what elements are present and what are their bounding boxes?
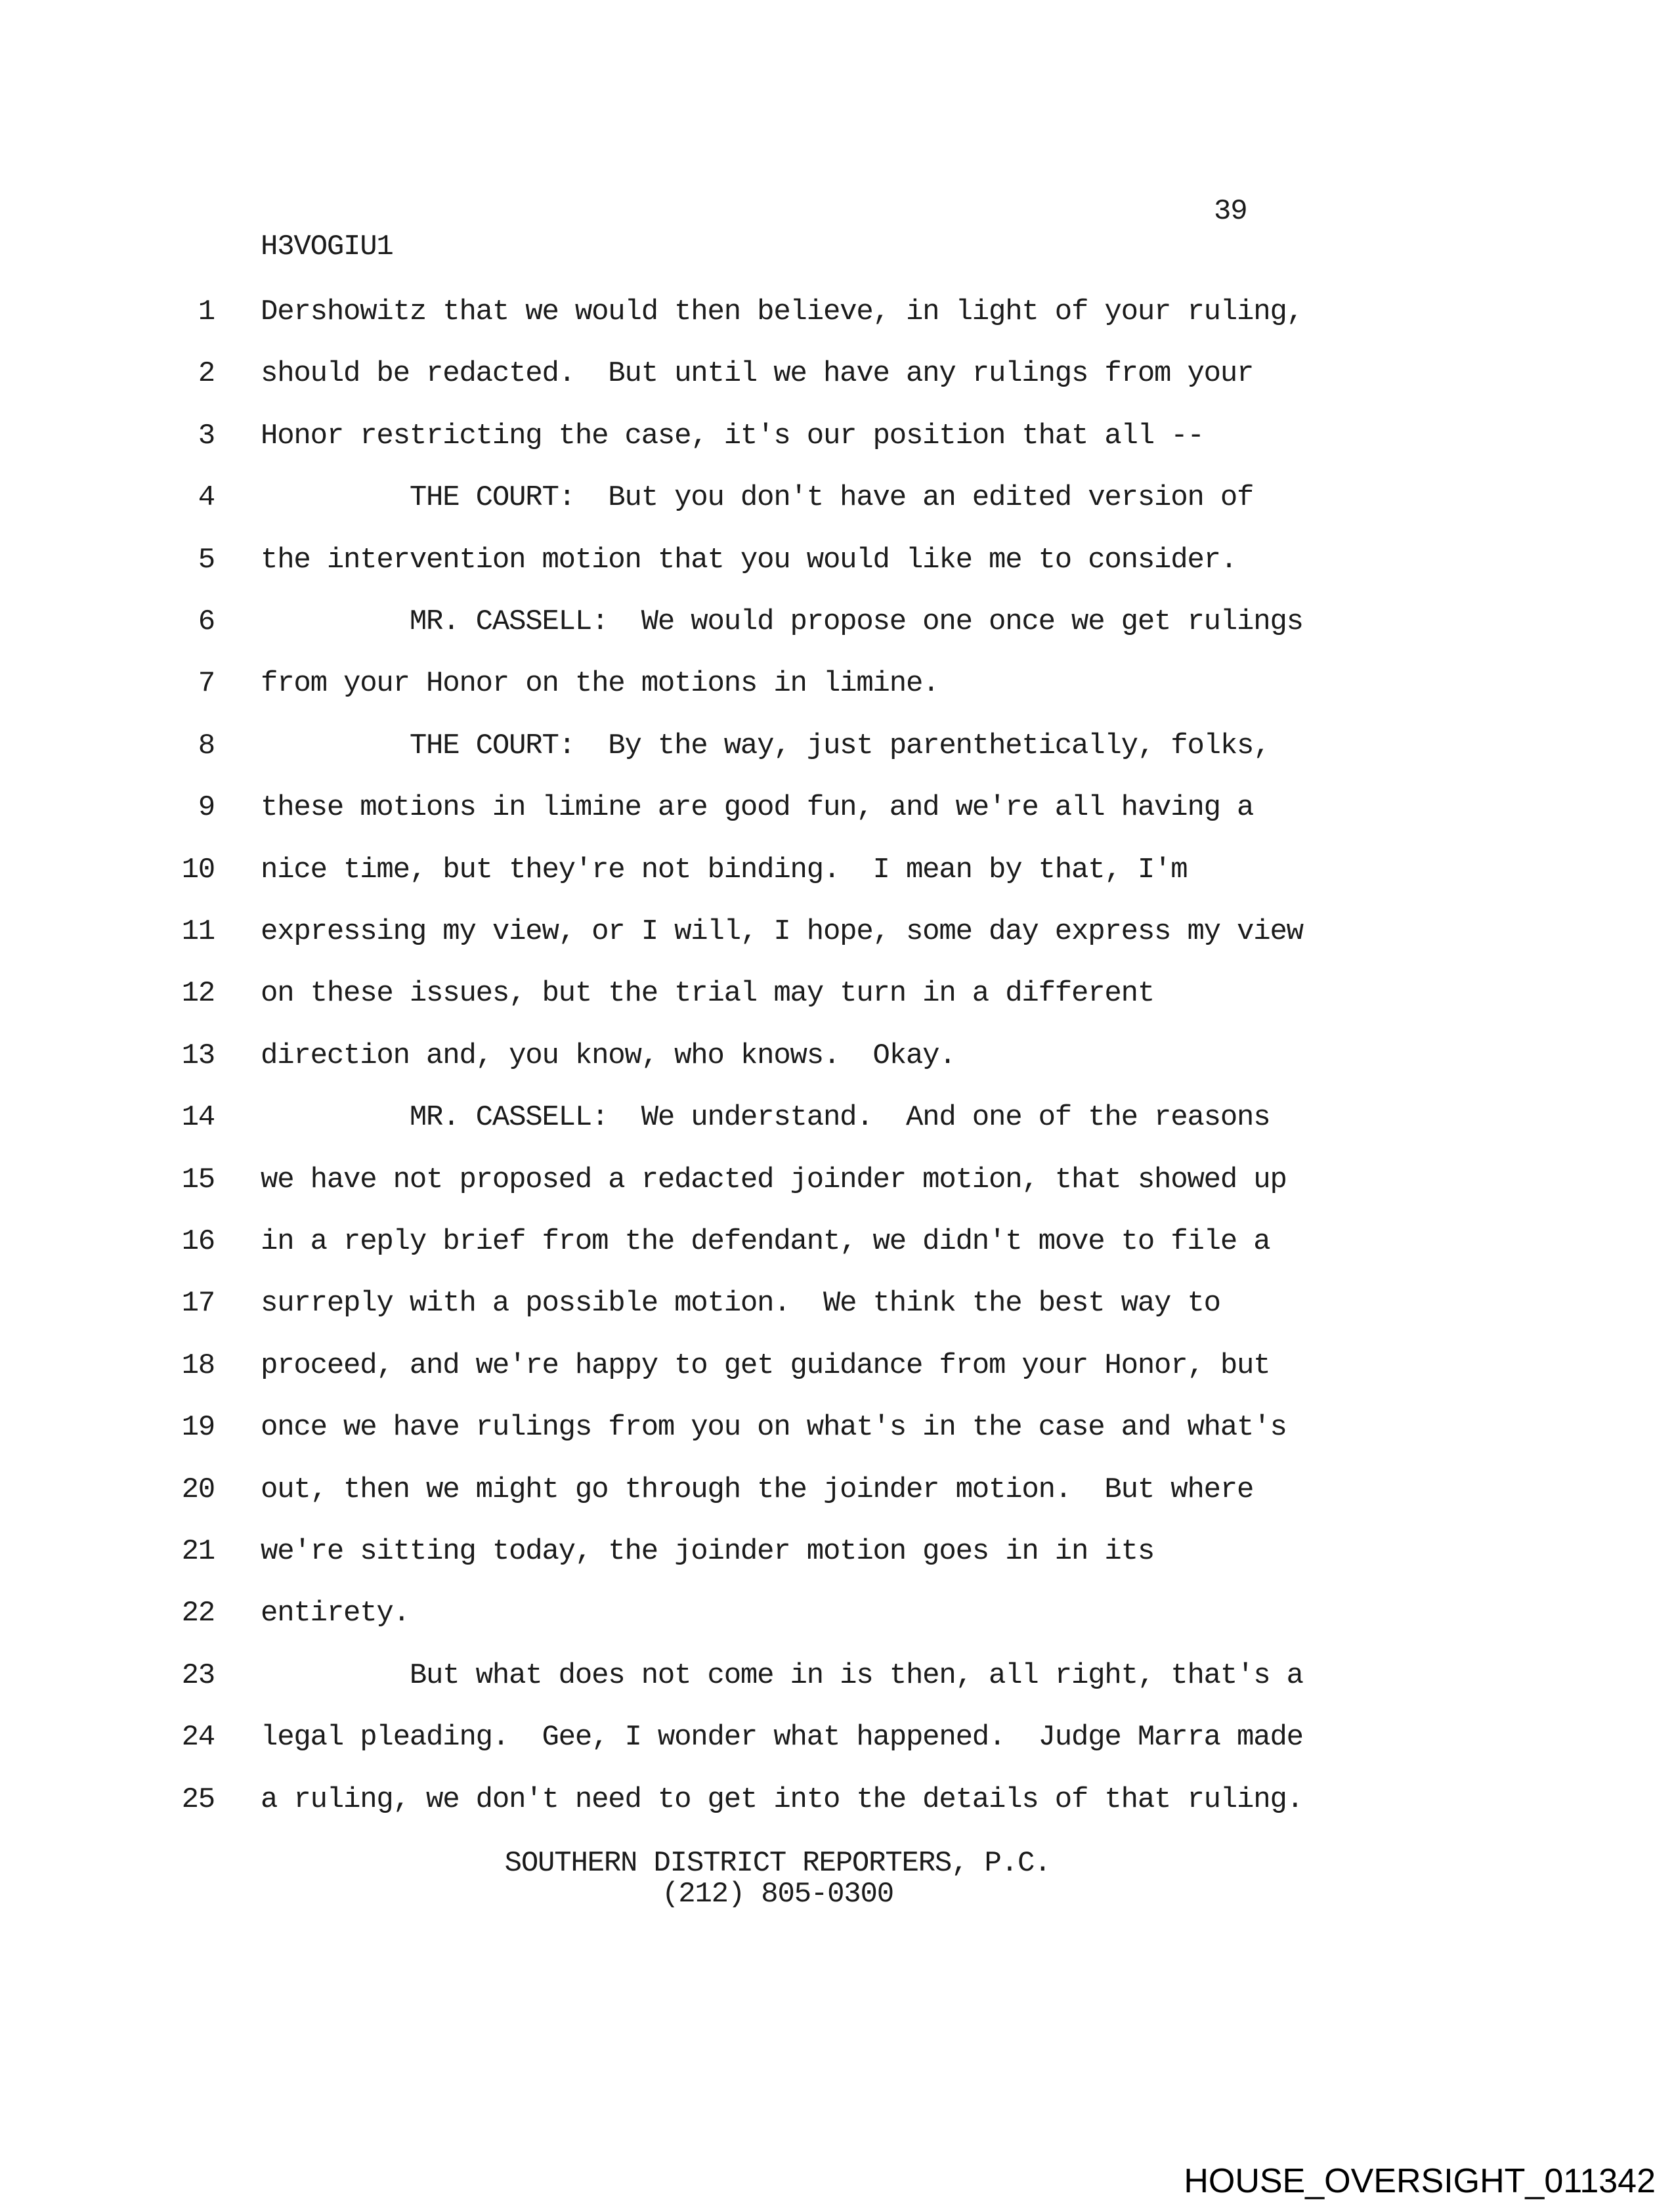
line-number: 17 xyxy=(181,1287,215,1320)
transcript-line xyxy=(0,856,1674,917)
line-text: MR. CASSELL: We would propose one once we get rulings xyxy=(261,605,1303,638)
line-number: 8 xyxy=(198,729,215,762)
line-text: in a reply brief from the defendant, we didn't move to file a xyxy=(261,1225,1270,1258)
line-text: direction and, you know, who knows. Okay. xyxy=(261,1039,956,1072)
line-text: nice time, but they're not binding. I mean by that, I'm xyxy=(261,854,1188,886)
transcript-line xyxy=(0,1475,1674,1537)
transcript-line xyxy=(0,669,1674,731)
line-text: legal pleading. Gee, I wonder what happened. Judge Marra made xyxy=(261,1721,1303,1754)
line-text: MR. CASSELL: We understand. And one of the reasons xyxy=(261,1101,1270,1134)
transcript-line xyxy=(0,1785,1674,1847)
line-text: THE COURT: But you don't have an edited version of xyxy=(261,481,1254,514)
line-number: 13 xyxy=(181,1039,215,1072)
line-number: 3 xyxy=(198,420,215,452)
line-text: THE COURT: By the way, just parenthetically, folks, xyxy=(261,729,1270,762)
line-number: 16 xyxy=(181,1225,215,1258)
transcript-line xyxy=(0,1041,1674,1103)
line-number: 1 xyxy=(198,295,215,328)
reporter-name: SOUTHERN DISTRICT REPORTERS, P.C. xyxy=(504,1847,1051,1880)
transcript-line xyxy=(0,546,1674,607)
transcript-line xyxy=(0,1351,1674,1413)
line-text: proceed, and we're happy to get guidance from your Honor, but xyxy=(261,1349,1270,1382)
line-number: 6 xyxy=(198,605,215,638)
line-number: 21 xyxy=(181,1535,215,1568)
line-number: 4 xyxy=(198,481,215,514)
line-number: 9 xyxy=(198,791,215,824)
line-text: the intervention motion that you would like me to consider. xyxy=(261,544,1237,576)
line-number: 5 xyxy=(198,544,215,576)
reporter-phone: (212) 805-0300 xyxy=(662,1878,893,1911)
transcript-session-id: H3VOGIU1 xyxy=(261,230,393,263)
line-text: from your Honor on the motions in limine. xyxy=(261,667,939,700)
transcript-line xyxy=(0,1537,1674,1599)
transcript-line xyxy=(0,422,1674,483)
line-text: once we have rulings from you on what's in the case and what's xyxy=(261,1411,1287,1444)
line-number: 11 xyxy=(181,915,215,948)
line-text: expressing my view, or I will, I hope, some day express my view xyxy=(261,915,1303,948)
line-text: Dershowitz that we would then believe, in light of your ruling, xyxy=(261,295,1303,328)
line-number: 19 xyxy=(181,1411,215,1444)
line-text: should be redacted. But until we have any rulings from your xyxy=(261,357,1254,390)
line-text: we have not proposed a redacted joinder motion, that showed up xyxy=(261,1163,1287,1196)
line-text: But what does not come in is then, all right, that's a xyxy=(261,1659,1303,1692)
transcript-line xyxy=(0,1227,1674,1289)
line-number: 22 xyxy=(181,1597,215,1630)
transcript-line xyxy=(0,1289,1674,1351)
transcript-line xyxy=(0,731,1674,793)
transcript-line xyxy=(0,483,1674,545)
line-text: entirety. xyxy=(261,1597,410,1630)
transcript-line xyxy=(0,1723,1674,1785)
transcript-line xyxy=(0,979,1674,1041)
transcript-line xyxy=(0,1413,1674,1475)
reporter-footer xyxy=(261,1848,1295,1910)
line-text: these motions in limine are good fun, and we're all having a xyxy=(261,791,1254,824)
transcript-line xyxy=(0,1599,1674,1660)
line-number: 24 xyxy=(181,1721,215,1754)
line-text: on these issues, but the trial may turn in a different xyxy=(261,977,1155,1010)
transcript-line xyxy=(0,793,1674,855)
transcript-line xyxy=(0,1661,1674,1723)
line-number: 12 xyxy=(181,977,215,1010)
line-text: we're sitting today, the joinder motion goes in in its xyxy=(261,1535,1155,1568)
line-number: 14 xyxy=(181,1101,215,1134)
line-number: 15 xyxy=(181,1163,215,1196)
transcript-line xyxy=(0,607,1674,669)
transcript-line xyxy=(0,359,1674,421)
page-number: 39 xyxy=(1214,195,1247,228)
line-number: 25 xyxy=(181,1783,215,1816)
line-number: 23 xyxy=(181,1659,215,1692)
transcript-line xyxy=(0,1103,1674,1165)
line-number: 18 xyxy=(181,1349,215,1382)
transcript-line xyxy=(0,917,1674,979)
line-number: 7 xyxy=(198,667,215,700)
transcript-line xyxy=(0,1165,1674,1227)
line-number: 2 xyxy=(198,357,215,390)
line-number: 20 xyxy=(181,1473,215,1506)
line-text: a ruling, we don't need to get into the details of that ruling. xyxy=(261,1783,1303,1816)
bates-stamp: HOUSE_OVERSIGHT_011342 xyxy=(1184,2162,1656,2200)
line-number: 10 xyxy=(181,854,215,886)
line-text: surreply with a possible motion. We think the best way to xyxy=(261,1287,1220,1320)
transcript-line xyxy=(0,297,1674,359)
line-text: out, then we might go through the joinder motion. But where xyxy=(261,1473,1254,1506)
line-text: Honor restricting the case, it's our position that all -- xyxy=(261,420,1204,452)
